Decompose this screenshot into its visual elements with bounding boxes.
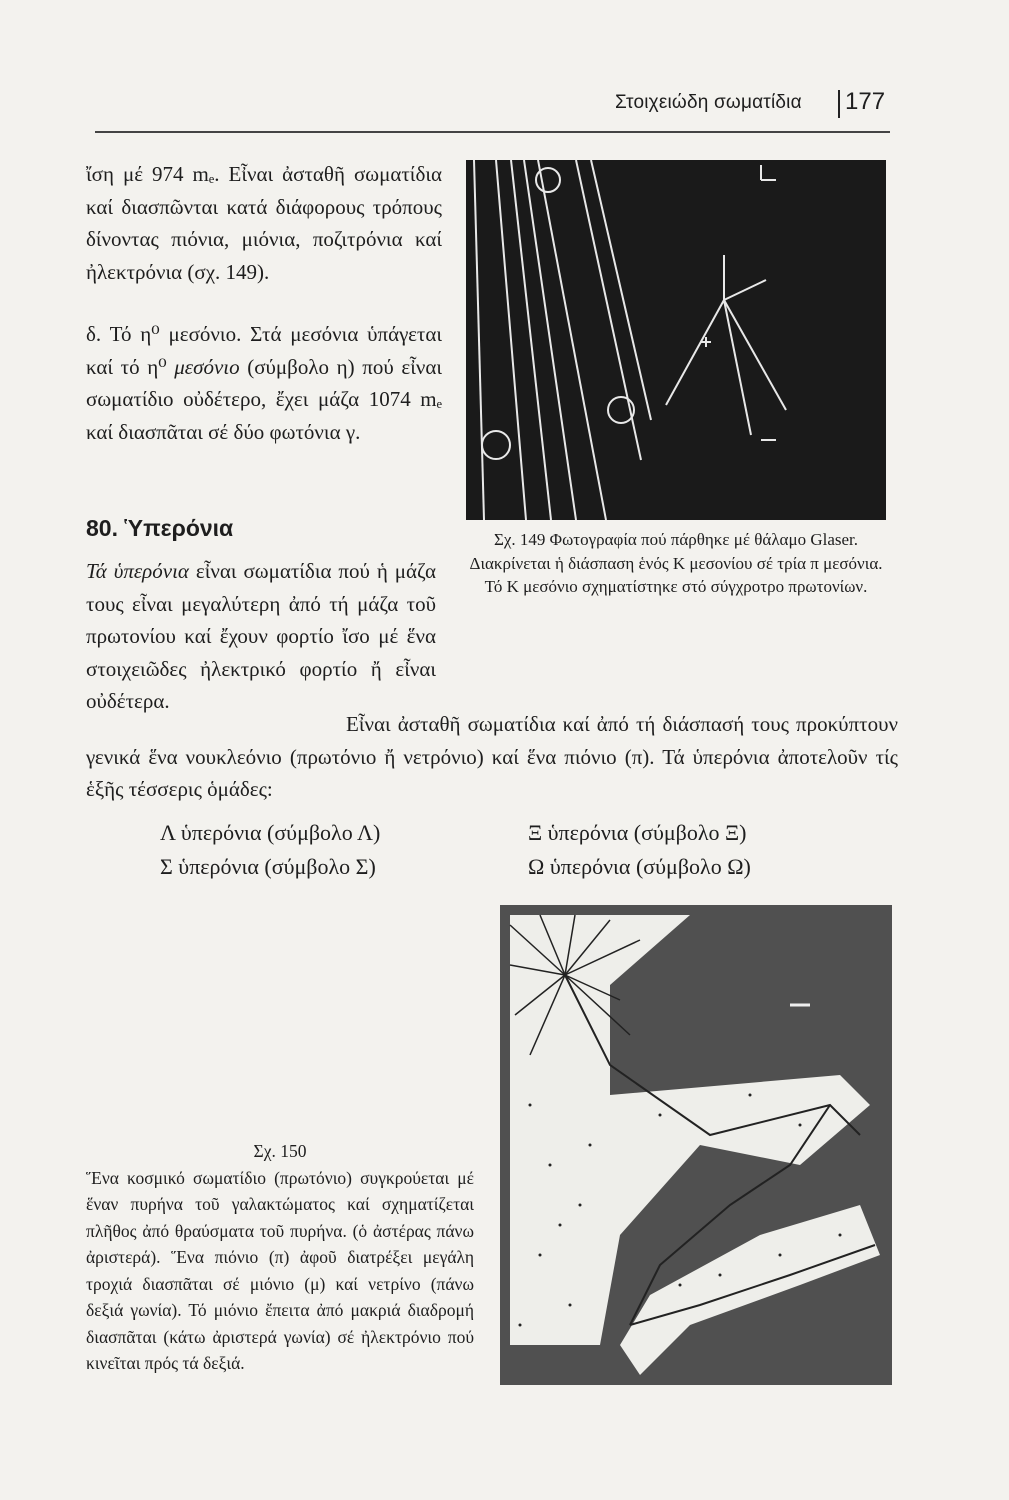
paragraph-eta-term: μεσόνιο [174,354,240,379]
figure-149-caption-line2: Διακρίνεται ἡ διάσπαση ἑνός Κ μεσονίου σέ τρία π μεσόνια. [469,553,883,573]
hyperon-group-lambda: Λ ὑπερόνια (σύμβολο Λ) [160,820,381,845]
paragraph-eta-intro: ἴση μέ 974 mₑ. Εἶναι ἀσταθῆ σωματίδια καί διασπῶνται κατά διάφορους τρόπους δίνοντας πιόνια, μιόνια, ποζιτρόνια καί ἠλεκτρόνια (σχ. 149). [86,162,442,284]
figure-150-caption-title: Σχ. 150 [253,1141,307,1161]
section-title: 80. Ὑπερόνια [86,515,234,541]
page-number: 177 [845,88,886,115]
figure-149-caption [456,528,896,599]
hyperon-term: Τά ὑπερόνια [86,559,189,583]
paragraph-hyperon-decay: Εἶναι ἀσταθῆ σωματίδια καί ἀπό τή διάσπασή τους προκύπτουν γενικά ἕνα νουκλεόνιο (πρωτόνιο ἤ νετρόνιο) καί ἕνα πιόνιο (π). Τά ὑπερόνια ἀποτελοῦν τίς ἑξῆς τέσσερις ὁμάδες: [86,712,898,801]
header-separator [838,90,840,118]
hyperon-group-xi: Ξ ὑπερόνια (σύμβολο Ξ) [528,820,747,845]
figure-149-caption-line3: Τό Κ μεσόνιο σχηματίστηκε στό σύγχροτρο πρωτονίων. [484,577,868,596]
paragraph-eta-lead: δ. Τό η⁰ μεσόνιο. Στά μεσόνια ὑπάγεται καί τό η⁰ [86,322,442,379]
paragraph-eta-rest: (σύμβολο η) πού εἶναι σωματίδιο οὐδέτερο, ἔχει μάζα 1074 mₑ καί διασπᾶται σέ δύο φωτόνια γ. [86,354,443,444]
emulsion-tracks [500,905,892,1385]
paragraph-eta-meson [86,318,442,448]
running-header-title: Στοιχειώδη σωματίδια [615,92,802,113]
bubble-chamber-tracks [466,160,886,520]
header-rule [95,131,890,133]
hyperon-group-sigma: Σ ὑπερόνια (σύμβολο Σ) [160,854,376,879]
figure-149-bubble-chamber-photo [466,160,886,520]
figure-150-caption [86,1138,474,1377]
hyperon-group-omega: Ω ὑπερόνια (σύμβολο Ω) [528,854,751,879]
figure-149-caption-title: Σχ. 149 Φωτογραφία πού πάρθηκε μέ θάλαμο Glaser. [493,530,859,549]
hyperon-definition-text: εἶναι σωματίδια πού ἡ μάζα τους εἶναι μεγαλύτερη ἀπό τή μάζα τοῦ πρωτονίου καί ἔχουν φορτίο ἴσο μέ ἕνα στοιχειῶδες ἠλεκτρικό φορτίο ἤ εἶναι οὐδέτερα. [86,559,436,713]
figure-150-emulsion-photo [500,905,892,1385]
figure-150-caption-text: Ἕνα κοσμικό σωματίδιο (πρωτόνιο) συγκρούεται μέ ἕναν πυρήνα τοῦ γαλακτώματος καί σχηματίζεται πλῆθος ἀπό θραύσματα τοῦ πυρήνα. (ὁ ἀστέρας πάνω ἀριστερά). Ἕνα πιόνιο (π) ἀφοῦ διατρέξει μεγάλη τροχιά διασπᾶται σέ μιόνιο (μ) καί νετρίνο (πάνω δεξιά γωνία). Τό μιόνιο ἔπειτα ἀπό μακριά διαδρομή διασπᾶται (κάτω ἀριστερά γωνία) σέ ἠλεκτρόνιο πού κινεῖται πρός τά δεξιά. [86,1167,474,1373]
paragraph-hyperon-definition [86,555,436,718]
